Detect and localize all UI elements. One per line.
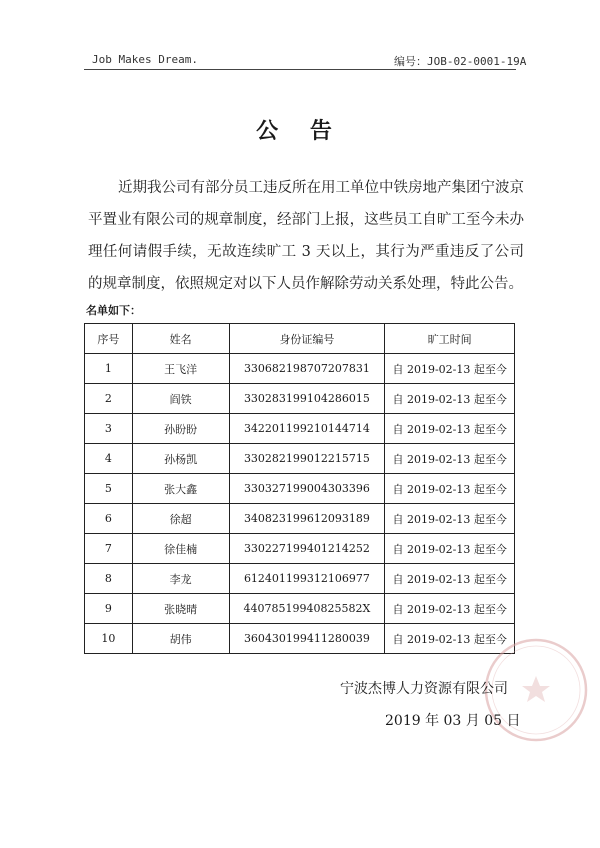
cell-absence-date: 自 2019-02-13 起至今 bbox=[385, 624, 515, 654]
cell-absence-date: 自 2019-02-13 起至今 bbox=[385, 384, 515, 414]
cell-id-number: 44078519940825582X bbox=[229, 594, 385, 624]
list-label: 名单如下： bbox=[86, 304, 141, 317]
dismissal-table bbox=[84, 323, 515, 654]
header-number: 序号 bbox=[85, 324, 133, 354]
cell-id-number: 360430199411280039 bbox=[229, 624, 385, 654]
cell-absence-date: 自 2019-02-13 起至今 bbox=[385, 564, 515, 594]
cell-number: 6 bbox=[85, 504, 133, 534]
table-row bbox=[85, 504, 515, 534]
header-divider bbox=[84, 69, 516, 70]
cell-name: 孙盼盼 bbox=[132, 414, 229, 444]
notice-body: 近期我公司有部分员工违反所在用工单位中铁房地产集团宁波京平置业有限公司的规章制度，经部门上报，这些员工自旷工至今未办理任何请假手续，无故连续旷工 3 天以上，其行为严重违反了公司的规章制度，依照规定对以下人员作解除劳动关系处理，特此公告。 bbox=[88, 180, 524, 292]
cell-id-number: 612401199312106977 bbox=[229, 564, 385, 594]
table-row bbox=[85, 624, 515, 654]
table-row bbox=[85, 534, 515, 564]
cell-id-number: 330282199012215715 bbox=[229, 444, 385, 474]
cell-name: 张晓晴 bbox=[132, 594, 229, 624]
cell-number: 1 bbox=[85, 354, 133, 384]
header-absence: 旷工时间 bbox=[385, 324, 515, 354]
cell-number: 3 bbox=[85, 414, 133, 444]
cell-absence-date: 自 2019-02-13 起至今 bbox=[385, 534, 515, 564]
cell-number: 4 bbox=[85, 444, 133, 474]
cell-name: 李龙 bbox=[132, 564, 229, 594]
header-name: 姓名 bbox=[132, 324, 229, 354]
cell-name: 徐佳楠 bbox=[132, 534, 229, 564]
table-header-row bbox=[85, 324, 515, 354]
header-id: 身份证编号 bbox=[229, 324, 385, 354]
cell-name: 胡伟 bbox=[132, 624, 229, 654]
cell-name: 王飞洋 bbox=[132, 354, 229, 384]
cell-number: 10 bbox=[85, 624, 133, 654]
table-row bbox=[85, 354, 515, 384]
cell-number: 7 bbox=[85, 534, 133, 564]
table-row bbox=[85, 474, 515, 504]
header-slogan: Job Makes Dream. bbox=[92, 53, 198, 66]
cell-name: 张大鑫 bbox=[132, 474, 229, 504]
cell-id-number: 340823199612093189 bbox=[229, 504, 385, 534]
cell-id-number: 330682198707207831 bbox=[229, 354, 385, 384]
cell-id-number: 330227199401214252 bbox=[229, 534, 385, 564]
table-row bbox=[85, 414, 515, 444]
cell-absence-date: 自 2019-02-13 起至今 bbox=[385, 504, 515, 534]
cell-id-number: 342201199210144714 bbox=[229, 414, 385, 444]
cell-absence-date: 自 2019-02-13 起至今 bbox=[385, 594, 515, 624]
cell-absence-date: 自 2019-02-13 起至今 bbox=[385, 444, 515, 474]
cell-name: 徐超 bbox=[132, 504, 229, 534]
cell-absence-date: 自 2019-02-13 起至今 bbox=[385, 354, 515, 384]
table-body bbox=[85, 354, 515, 654]
cell-number: 8 bbox=[85, 564, 133, 594]
cell-number: 2 bbox=[85, 384, 133, 414]
cell-id-number: 330327199004303396 bbox=[229, 474, 385, 504]
page-title: 公 告 bbox=[256, 119, 344, 144]
table-row bbox=[85, 444, 515, 474]
document-number: 编号：JOB-02-0001-19A bbox=[394, 55, 527, 68]
cell-absence-date: 自 2019-02-13 起至今 bbox=[385, 474, 515, 504]
cell-name: 孙杨凯 bbox=[132, 444, 229, 474]
table-row bbox=[85, 564, 515, 594]
cell-absence-date: 自 2019-02-13 起至今 bbox=[385, 414, 515, 444]
cell-number: 9 bbox=[85, 594, 133, 624]
cell-name: 阎铁 bbox=[132, 384, 229, 414]
table-row bbox=[85, 594, 515, 624]
table-row bbox=[85, 384, 515, 414]
cell-id-number: 330283199104286015 bbox=[229, 384, 385, 414]
notice-date: 2019 年 03 月 05 日 bbox=[385, 713, 521, 729]
cell-number: 5 bbox=[85, 474, 133, 504]
company-name: 宁波杰博人力资源有限公司 bbox=[340, 681, 508, 697]
